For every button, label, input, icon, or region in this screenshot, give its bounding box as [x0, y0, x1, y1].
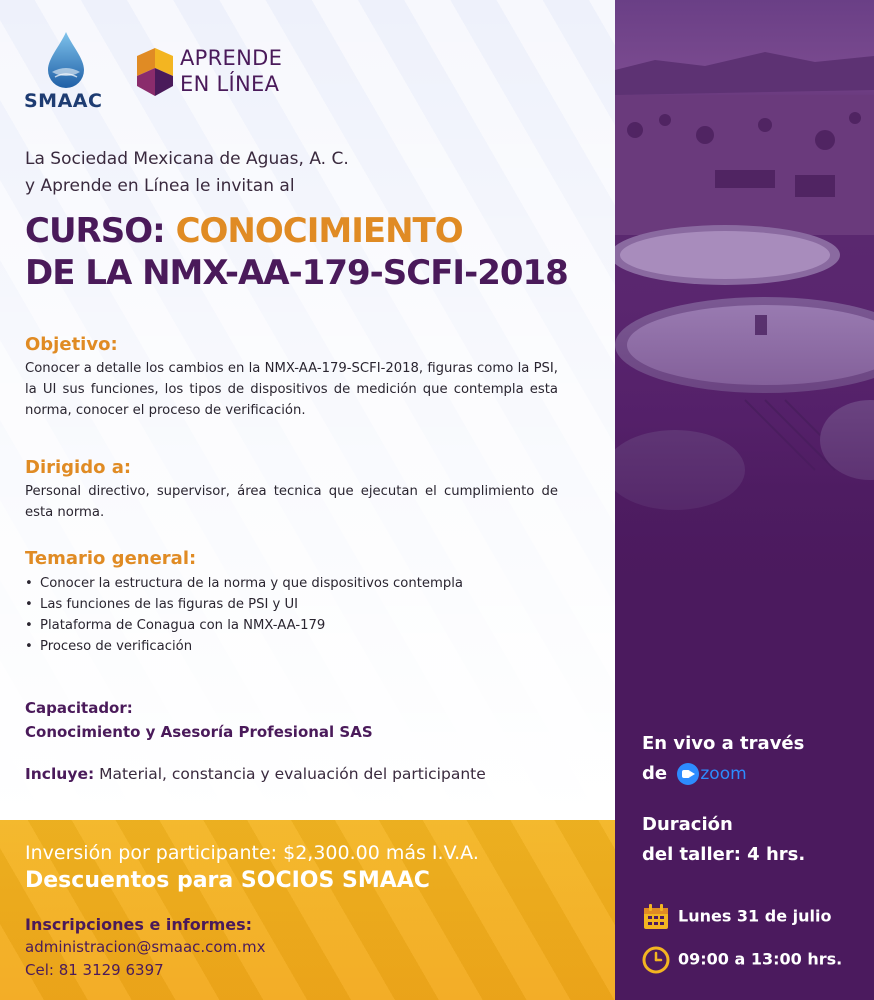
- incluye-value: Material, constancia y evaluación del participante: [94, 765, 486, 783]
- temario-list: [25, 573, 463, 657]
- descuentos-text: Descuentos para SOCIOS SMAAC: [25, 868, 430, 893]
- aprende-logo-line1: APRENDE: [180, 46, 283, 70]
- objetivo-heading: Objetivo:: [25, 334, 118, 355]
- clock-icon: [642, 946, 670, 974]
- capacitador-value: Conocimiento y Asesoría Profesional SAS: [25, 723, 373, 741]
- aprende-en-linea-logo: [137, 46, 317, 104]
- inscripciones-heading: Inscripciones e informes:: [25, 915, 253, 934]
- smaac-logo-text: SMAAC: [24, 90, 103, 112]
- duracion-line2: del taller: 4 hrs.: [642, 844, 806, 865]
- contact-phone[interactable]: Cel: 81 3129 6397: [25, 961, 164, 979]
- temario-item: • Plataforma de Conagua con la NMX-AA-179: [25, 615, 463, 636]
- water-treatment-plant-photo: [615, 0, 874, 600]
- aprende-logo-line2: EN LÍNEA: [180, 72, 280, 96]
- envivo-line2: [642, 763, 747, 785]
- title-highlight: CONOCIMIENTO: [175, 211, 463, 251]
- duracion-line1: Duración: [642, 814, 733, 835]
- dirigido-text: Personal directivo, supervisor, área tecnica que ejecutan el cumplimiento de esta norma.: [25, 484, 558, 520]
- envivo-de: de: [642, 763, 668, 784]
- objetivo-text: Conocer a detalle los cambios en la NMX-AA-179-SCFI-2018, figuras como la PSI, la UI sus funciones, los tipos de dispositivos de medición que contempla esta norma, conocer el proceso de verificación.: [25, 361, 558, 418]
- zoom-camera-icon: [677, 763, 699, 785]
- intro-line2: y Aprende en Línea le invitan al: [25, 176, 295, 196]
- event-time-text: 09:00 a 13:00 hrs.: [678, 949, 843, 969]
- zoom-logo-text: zoom: [700, 764, 747, 784]
- water-drop-icon: [46, 30, 86, 90]
- temario-item: • Las funciones de las figuras de PSI y UI: [25, 594, 463, 615]
- smaac-logo: [22, 30, 112, 115]
- zoom-logo: [677, 763, 746, 785]
- calendar-icon: [642, 903, 670, 931]
- dirigido-heading: Dirigido a:: [25, 457, 132, 478]
- event-panel: [615, 0, 874, 1000]
- pricing-footer: [0, 820, 615, 1000]
- event-date-text: Lunes 31 de julio: [678, 906, 832, 926]
- temario-item: • Proceso de verificación: [25, 636, 463, 657]
- course-title: [25, 210, 568, 294]
- event-time: [642, 946, 842, 974]
- incluye-label: Incluye:: [25, 765, 95, 783]
- title-line2: DE LA NMX-AA-179-SCFI-2018: [25, 253, 568, 293]
- temario-heading: Temario general:: [25, 548, 197, 569]
- incluye-text: [25, 765, 486, 783]
- title-prefix: CURSO:: [25, 211, 165, 251]
- inversion-text: Inversión por participante: $2,300.00 más I.V.A.: [25, 842, 479, 864]
- capacitador-heading: Capacitador:: [25, 699, 133, 717]
- intro-text: [25, 146, 349, 200]
- cube-logo-icon: [137, 48, 173, 96]
- envivo-line1: En vivo a través: [642, 733, 805, 754]
- event-date: [642, 903, 831, 931]
- contact-email[interactable]: administracion@smaac.com.mx: [25, 938, 266, 956]
- intro-line1: La Sociedad Mexicana de Aguas, A. C.: [25, 149, 349, 169]
- temario-item: • Conocer la estructura de la norma y que dispositivos contempla: [25, 573, 463, 594]
